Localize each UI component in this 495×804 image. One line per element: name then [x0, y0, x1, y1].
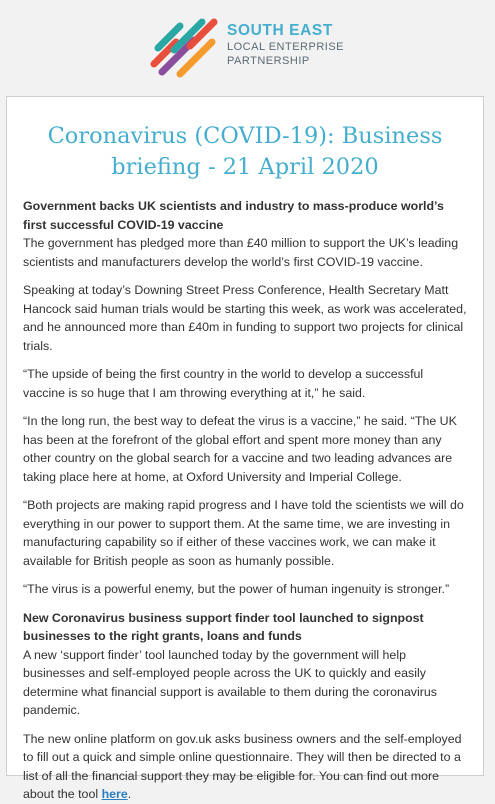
newsletter-card	[6, 96, 484, 801]
section2-paragraph-text: The new online platform on gov.uk asks business owners and the self-employed to fill out a quick and simple online questionnaire. They will then be directed to a list of all the financial support they may be eligible for. You can find out more about the tool	[23, 731, 462, 801]
newsletter-body	[7, 197, 483, 804]
section1-quote: “The upside of being the first country in the world to develop a successful vaccine is so huge that I am throwing everything at it,” he said.	[23, 367, 424, 400]
email-header	[0, 0, 495, 95]
brand-line3: PARTNERSHIP	[227, 54, 310, 67]
brand-logo-text	[227, 23, 344, 67]
section2-intro: A new ‘support finder’ tool launched today by the government will help businesses and self-employed people across the UK to quickly and easily determine what financial support is available to them during the coronavirus pandemic.	[23, 647, 437, 717]
section1-intro: The government has pledged more than £40 million to support the UK’s leading scientists and manufacturers develop the world’s first COVID-19 vaccine.	[23, 236, 459, 269]
section2-heading: New Coronavirus business support finder tool launched to signpost businesses to the right grants, loans and funds	[23, 610, 424, 643]
section1-quote: “In the long run, the best way to defeat the virus is a vaccine,” he said. “The UK has been at the forefront of the global effort and spent more money than any other country on the global search for a vaccine and two leading advances are taking place here at home, at Oxford University and Imperial College.	[23, 414, 457, 484]
section1-heading: Government backs UK scientists and industry to mass-produce world’s first successful COVID-19 vaccine	[23, 199, 444, 232]
section1-paragraph: Speaking at today’s Downing Street Press Conference, Health Secretary Matt Hancock said human trials would be starting this week, as work was accelerated, and he announced more than £40m in funding to support two projects for clinical trials.	[23, 283, 467, 353]
brand-line1: SOUTH EAST	[227, 22, 333, 39]
brand-logo-stripes-icon	[150, 14, 220, 78]
section1-quote: “Both projects are making rapid progress and I have told the scientists we will do everything in our power to support them. At the same time, we are investing in manufacturing capability so if either of these vaccines work, we can make it available for British people as soon as humanly possible.	[23, 498, 464, 568]
support-finder-link[interactable]: here	[101, 787, 128, 801]
section2-paragraph-end: .	[127, 787, 132, 801]
newsletter-title: Coronavirus (COVID-19): Business briefing - 21 April 2020	[47, 123, 443, 180]
section2-paragraph	[23, 730, 467, 804]
section1-quote: “The virus is a powerful enemy, but the power of human ingenuity is stronger.”	[23, 582, 450, 596]
brand-line2: LOCAL ENTERPRISE	[227, 40, 345, 53]
